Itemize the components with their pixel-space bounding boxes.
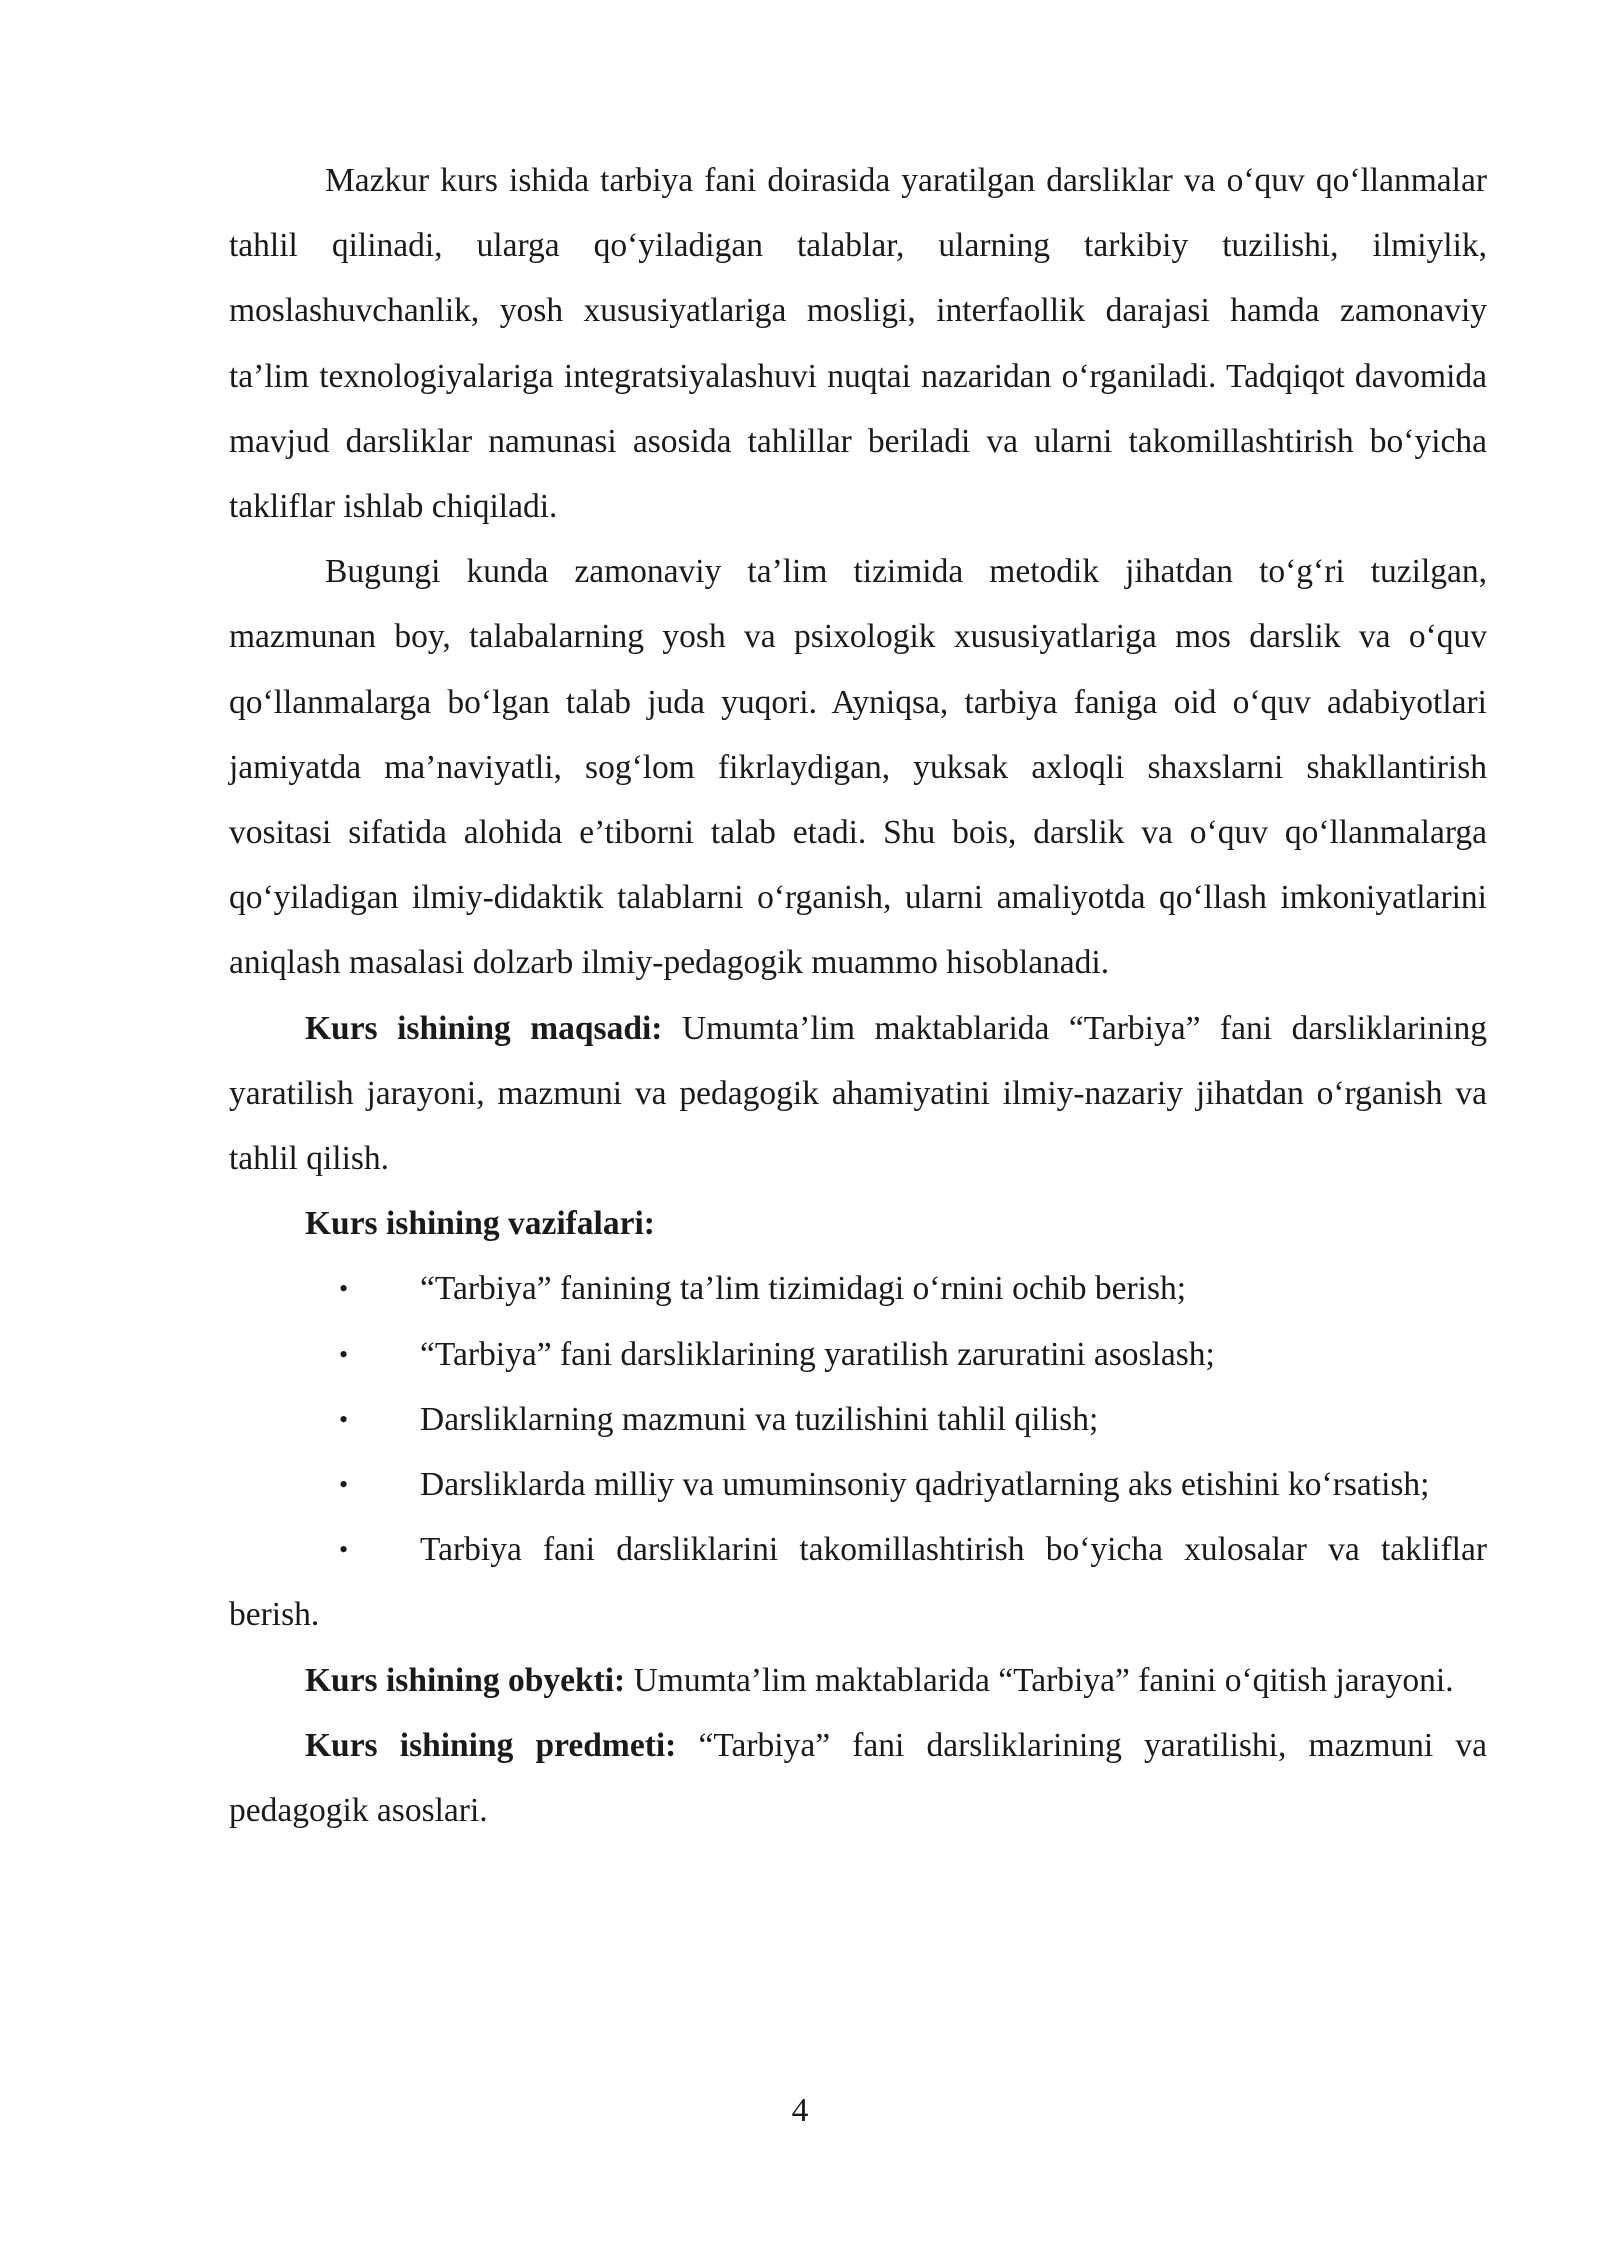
tasks-label: Kurs ishining vazifalari:: [305, 1205, 655, 1243]
goal-label: Kurs ishining maqsadi:: [305, 1009, 663, 1047]
bullet-icon: •: [339, 1535, 349, 1565]
task-text: “Tarbiya” fani darsliklarining yaratilish zaruratini asoslash;: [420, 1335, 1215, 1373]
object-text: Umumta’lim maktablarida “Tarbiya” fanini o‘qitish jarayoni.: [625, 1661, 1454, 1699]
task-list-item: [229, 1517, 1487, 1647]
goal-text: Umumta’lim maktablarida “Tarbiya” fani darsliklarining yaratilish jarayoni, mazmuni va pedagogik ahamiyatini ilmiy-nazariy jihatdan o‘rganish va tahlil qilish.: [229, 1009, 1487, 1178]
subject-label: Kurs ishining predmeti:: [305, 1726, 677, 1764]
bullet-icon: •: [339, 1274, 349, 1304]
bullet-icon: •: [339, 1470, 349, 1500]
goal-paragraph: [229, 996, 1487, 1192]
subject-paragraph: [229, 1713, 1487, 1843]
task-text: Darsliklarda milliy va umuminsoniy qadriyatlarning aks etishini ko‘rsatish;: [420, 1466, 1430, 1504]
relevance-paragraph: Bugungi kunda zamonaviy ta’lim tizimida metodik jihatdan to‘g‘ri tuzilgan, mazmunan boy, talabalarning yosh va psixologik xususiyatlariga mos darslik va o‘quv qo‘llanmalarga bo‘lgan talab juda yuqori. Ayniqsa, tarbiya faniga oid o‘quv adabiyotlari jamiyatda ma’naviyatli, sog‘lom fikrlaydigan, yuksak axloqli shaxslarni shakllantirish vositasi sifatida alohida e’tiborni talab etadi. Shu bois, darslik va o‘quv qo‘llanmalarga qo‘yiladigan ilmiy-didaktik talablarni o‘rganish, ularni amaliyotda qo‘llash imkoniyatlarini aniqlash masalasi dolzarb ilmiy-pedagogik muammo hisoblanadi.: [229, 553, 1487, 982]
document-page: [229, 148, 1487, 1843]
bullet-icon: •: [339, 1404, 349, 1434]
task-list-item: [229, 1452, 1487, 1517]
task-list-item: [229, 1322, 1487, 1387]
task-text: Darsliklarning mazmuni va tuzilishini tahlil qilish;: [420, 1400, 1099, 1438]
task-list-item: [229, 1256, 1487, 1321]
tasks-heading: [229, 1191, 1487, 1256]
task-text: “Tarbiya” fanining ta’lim tizimidagi o‘rnini ochib berish;: [420, 1270, 1187, 1308]
subject-text: “Tarbiya” fani darsliklarining yaratilishi, mazmuni va pedagogik asoslari.: [229, 1726, 1487, 1830]
object-paragraph: [229, 1648, 1487, 1713]
task-text: Tarbiya fani darsliklarini takomillashtirish bo‘yicha xulosalar va takliflar berish.: [229, 1531, 1487, 1634]
task-list-item: [229, 1387, 1487, 1452]
intro-paragraph: Mazkur kurs ishida tarbiya fani doirasida yaratilgan darsliklar va o‘quv qo‘llanmalar tahlil qilinadi, ularga qo‘yiladigan talablar, ularning tarkibiy tuzilishi, ilmiylik, moslashuvchanlik, yosh xususiyatlariga mosligi, interfaollik darajasi hamda zamonaviy ta’lim texnologiyalariga integratsiyalashuvi nuqtai nazaridan o‘rganiladi. Tadqiqot davomida mavjud darsliklar namunasi asosida tahlillar beriladi va ularni takomillashtirish bo‘yicha takliflar ishlab chiqiladi.: [229, 162, 1487, 526]
page-number: 4: [791, 2092, 809, 2129]
bullet-icon: •: [339, 1339, 349, 1369]
object-label: Kurs ishining obyekti:: [305, 1661, 626, 1699]
